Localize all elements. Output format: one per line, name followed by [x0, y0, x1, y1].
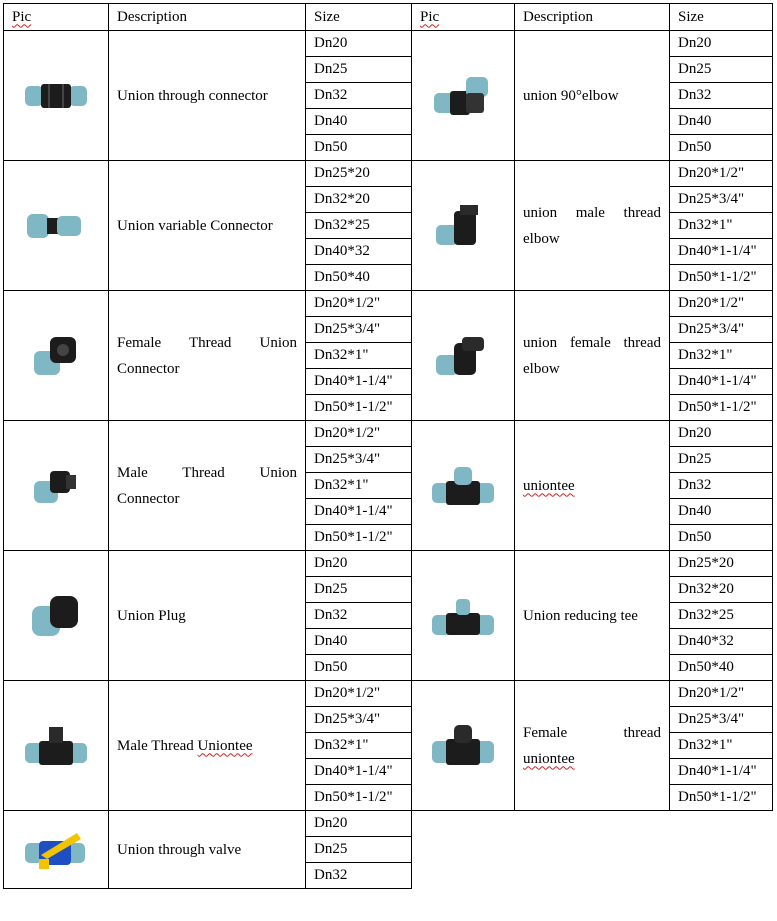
- female-thread-elbow-icon: [428, 331, 498, 381]
- pic-cell: [4, 421, 109, 551]
- size-cell: Dn50*1-1/2": [670, 265, 773, 291]
- size-cell: Dn32*1": [306, 733, 412, 759]
- table-row: [4, 681, 773, 707]
- header-row: [4, 4, 773, 31]
- size-cell: Dn40: [306, 109, 412, 135]
- size-cell: Dn20*1/2": [306, 421, 412, 447]
- pic-cell: [412, 551, 515, 681]
- size-cell: Dn20*1/2": [670, 291, 773, 317]
- table-row: [4, 551, 773, 577]
- size-cell: Dn40*32: [670, 629, 773, 655]
- size-cell: Dn20*1/2": [670, 681, 773, 707]
- size-cell: Dn25*3/4": [306, 447, 412, 473]
- size-cell: Dn32*25: [306, 213, 412, 239]
- pic-cell: [412, 681, 515, 811]
- size-cell: Dn20*1/2": [306, 291, 412, 317]
- pic-cell: [412, 31, 515, 161]
- size-cell: Dn40*1-1/4": [670, 369, 773, 395]
- size-cell: Dn25*3/4": [670, 187, 773, 213]
- size-cell: Dn32: [306, 83, 412, 109]
- size-cell: Dn32: [306, 603, 412, 629]
- size-cell: Dn50*1-1/2": [306, 785, 412, 811]
- size-cell: Dn50: [306, 135, 412, 161]
- empty-area: [412, 811, 773, 889]
- pic-cell: [4, 31, 109, 161]
- size-cell: Dn50*1-1/2": [670, 785, 773, 811]
- header-pic: Pic: [4, 4, 109, 31]
- product-catalog-table: [3, 3, 773, 889]
- size-cell: Dn20: [306, 551, 412, 577]
- male-thread-connector-icon: [26, 463, 86, 509]
- size-cell: Dn32: [670, 473, 773, 499]
- size-cell: Dn50: [306, 655, 412, 681]
- size-cell: Dn25*20: [306, 161, 412, 187]
- size-cell: Dn20: [306, 31, 412, 57]
- union-reducing-connector-icon: [21, 206, 91, 246]
- description-cell: Female thread uniontee: [515, 681, 670, 811]
- size-cell: Dn32*1": [670, 733, 773, 759]
- table-row: [4, 811, 773, 837]
- size-cell: Dn20: [306, 811, 412, 837]
- description-cell: Male Thread Union Connector: [109, 421, 306, 551]
- size-cell: Dn50*1-1/2": [670, 395, 773, 421]
- size-cell: Dn32*1": [306, 343, 412, 369]
- pic-cell: [412, 421, 515, 551]
- size-cell: Dn40*1-1/4": [306, 369, 412, 395]
- table-row: [4, 31, 773, 57]
- size-cell: Dn50*1-1/2": [306, 525, 412, 551]
- description-cell: Male Thread Uniontee: [109, 681, 306, 811]
- pic-cell: [4, 551, 109, 681]
- description-cell: uniontee: [515, 421, 670, 551]
- size-cell: Dn40*1-1/4": [670, 239, 773, 265]
- size-cell: Dn20*1/2": [306, 681, 412, 707]
- size-cell: Dn25: [670, 447, 773, 473]
- size-cell: Dn32*20: [670, 577, 773, 603]
- size-cell: Dn25*3/4": [670, 707, 773, 733]
- pic-cell: [4, 161, 109, 291]
- description-cell: Union through valve: [109, 811, 306, 889]
- description-cell: union 90°elbow: [515, 31, 670, 161]
- pic-cell: [4, 291, 109, 421]
- size-cell: Dn20*1/2": [670, 161, 773, 187]
- male-thread-elbow-icon: [428, 201, 498, 251]
- size-cell: Dn40*1-1/4": [306, 759, 412, 785]
- description-cell: Union through connector: [109, 31, 306, 161]
- size-cell: Dn25: [306, 577, 412, 603]
- size-cell: Dn50*40: [306, 265, 412, 291]
- size-cell: Dn25*20: [670, 551, 773, 577]
- header-description-2: Description: [515, 4, 670, 31]
- union-elbow-icon: [428, 71, 498, 121]
- size-cell: Dn40*32: [306, 239, 412, 265]
- size-cell: Dn50*40: [670, 655, 773, 681]
- description-cell: union male thread elbow: [515, 161, 670, 291]
- table-row: [4, 421, 773, 447]
- union-tee-icon: [428, 461, 498, 511]
- size-cell: Dn25*3/4": [306, 317, 412, 343]
- table-row: [4, 161, 773, 187]
- male-thread-tee-icon: [21, 723, 91, 769]
- union-valve-icon: [21, 825, 91, 875]
- size-cell: Dn25: [306, 837, 412, 863]
- size-cell: Dn40: [670, 499, 773, 525]
- size-cell: Dn40*1-1/4": [670, 759, 773, 785]
- size-cell: Dn32*25: [670, 603, 773, 629]
- description-cell: Union variable Connector: [109, 161, 306, 291]
- size-cell: Dn50*1-1/2": [306, 395, 412, 421]
- size-cell: Dn25: [670, 57, 773, 83]
- size-cell: Dn50: [670, 525, 773, 551]
- size-cell: Dn40: [670, 109, 773, 135]
- description-cell: Union reducing tee: [515, 551, 670, 681]
- size-cell: Dn20: [670, 31, 773, 57]
- pic-cell: [412, 291, 515, 421]
- pic-cell: [412, 161, 515, 291]
- size-cell: Dn50: [670, 135, 773, 161]
- union-straight-connector-icon: [21, 76, 91, 116]
- header-pic-2: Pic: [412, 4, 515, 31]
- size-cell: Dn40: [306, 629, 412, 655]
- size-cell: Dn25*3/4": [670, 317, 773, 343]
- description-cell: Female Thread Union Connector: [109, 291, 306, 421]
- header-size-2: Size: [670, 4, 773, 31]
- size-cell: Dn32*20: [306, 187, 412, 213]
- female-thread-tee-icon: [428, 721, 498, 771]
- female-thread-connector-icon: [26, 331, 86, 381]
- pic-cell: [4, 811, 109, 889]
- size-cell: Dn32*1": [670, 343, 773, 369]
- description-cell: union female thread elbow: [515, 291, 670, 421]
- pic-cell: [4, 681, 109, 811]
- header-size: Size: [306, 4, 412, 31]
- size-cell: Dn20: [670, 421, 773, 447]
- reducing-tee-icon: [428, 591, 498, 641]
- size-cell: Dn32: [670, 83, 773, 109]
- union-plug-icon: [26, 588, 86, 644]
- size-cell: Dn25*3/4": [306, 707, 412, 733]
- size-cell: Dn25: [306, 57, 412, 83]
- size-cell: Dn32*1": [306, 473, 412, 499]
- header-description: Description: [109, 4, 306, 31]
- table-row: [4, 291, 773, 317]
- size-cell: Dn40*1-1/4": [306, 499, 412, 525]
- description-cell: Union Plug: [109, 551, 306, 681]
- size-cell: Dn32: [306, 863, 412, 889]
- size-cell: Dn32*1": [670, 213, 773, 239]
